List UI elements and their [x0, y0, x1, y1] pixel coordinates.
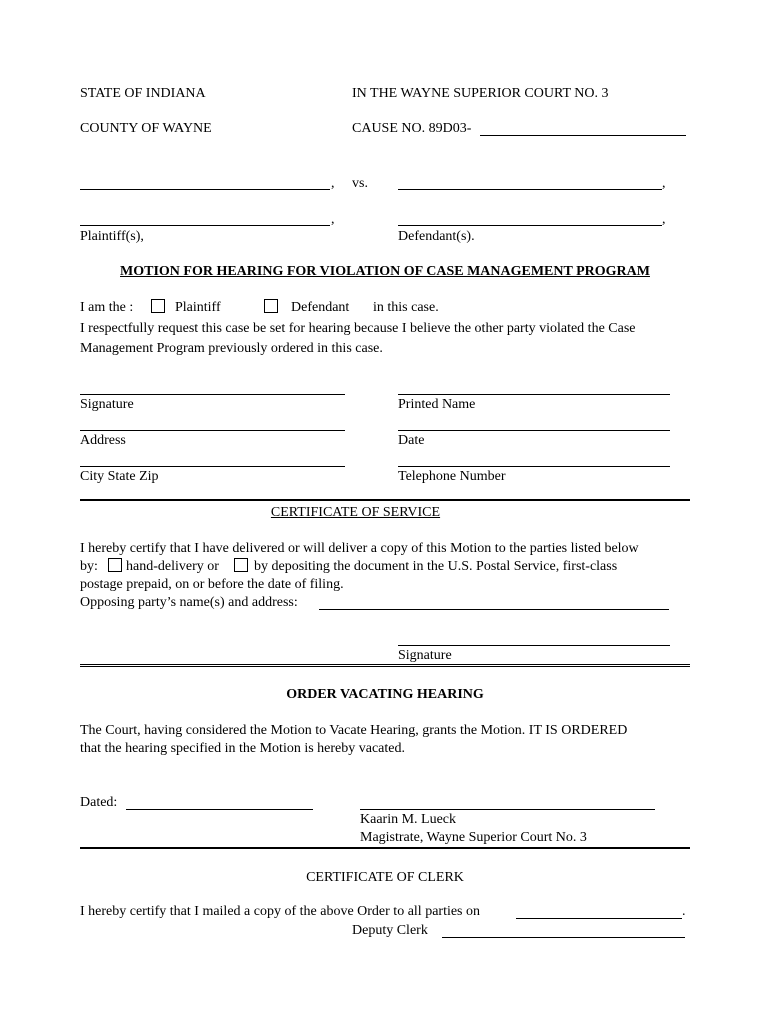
opposing-party-label: Opposing party’s name(s) and address:: [80, 595, 298, 610]
period: .: [682, 904, 686, 919]
printed-name-label: Printed Name: [398, 397, 476, 412]
comma: ,: [662, 212, 666, 227]
service-text-line1: I hereby certify that I have delivered or will deliver a copy of this Motion to the parties listed below: [80, 541, 639, 556]
defendant-checkbox[interactable]: [264, 299, 278, 313]
state-label: STATE OF INDIANA: [80, 86, 206, 101]
order-text-line2: that the hearing specified in the Motion is hereby vacated.: [80, 741, 406, 756]
county-label: COUNTY OF WAYNE: [80, 121, 212, 136]
magistrate-title: Magistrate, Wayne Superior Court No. 3: [360, 830, 587, 845]
plaintiff-option-label: Plaintiff: [175, 300, 221, 315]
comma: ,: [331, 176, 335, 191]
i-am-the-label: I am the :: [80, 300, 134, 315]
service-by-label: by:: [80, 559, 98, 574]
cause-number-field[interactable]: [480, 120, 686, 136]
address-field[interactable]: [80, 416, 345, 431]
versus-label: vs.: [352, 176, 368, 191]
signature-field[interactable]: [80, 380, 345, 395]
defendant-option-label: Defendant: [291, 300, 350, 315]
in-this-case-label: in this case.: [373, 300, 439, 315]
hand-delivery-checkbox[interactable]: [108, 558, 122, 572]
comma: ,: [662, 176, 666, 191]
certificate-of-service-title: CERTIFICATE OF SERVICE: [270, 505, 441, 520]
plaintiff-name-field-2[interactable]: [80, 210, 330, 226]
dated-label: Dated:: [80, 795, 118, 810]
order-title: ORDER VACATING HEARING: [286, 687, 484, 702]
defendants-label: Defendant(s).: [398, 229, 475, 244]
request-text-line2: Management Program previously ordered in this case.: [80, 341, 383, 356]
section-divider: [80, 847, 690, 849]
plaintiffs-label: Plaintiff(s),: [80, 229, 144, 244]
motion-title: MOTION FOR HEARING FOR VIOLATION OF CASE MANAGEMENT PROGRAM: [120, 264, 650, 279]
clerk-date-field[interactable]: [516, 903, 682, 919]
comma: ,: [331, 212, 335, 227]
city-state-zip-label: City State Zip: [80, 469, 159, 484]
cause-number-label: CAUSE NO. 89D03-: [352, 121, 472, 136]
section-divider: [80, 664, 690, 667]
date-field[interactable]: [398, 416, 670, 431]
clerk-certify-text: I hereby certify that I mailed a copy of the above Order to all parties on: [80, 904, 481, 919]
magistrate-name: Kaarin M. Lueck: [360, 812, 457, 827]
service-signature-label: Signature: [398, 648, 452, 663]
court-label: IN THE WAYNE SUPERIOR COURT NO. 3: [352, 86, 609, 101]
postal-service-label: by depositing the document in the U.S. Postal Service, first-class: [254, 559, 618, 574]
deputy-clerk-signature-field[interactable]: [442, 922, 685, 938]
hand-delivery-label: hand-delivery or: [126, 559, 219, 574]
defendant-name-field-2[interactable]: [398, 210, 662, 226]
order-text-line1: The Court, having considered the Motion to Vacate Hearing, grants the Motion. IT IS ORDERED: [80, 723, 628, 738]
deputy-clerk-label: Deputy Clerk: [352, 923, 428, 938]
magistrate-signature-field[interactable]: [360, 794, 655, 810]
address-label: Address: [80, 433, 126, 448]
date-label: Date: [398, 433, 425, 448]
telephone-field[interactable]: [398, 452, 670, 467]
printed-name-field[interactable]: [398, 380, 670, 395]
city-state-zip-field[interactable]: [80, 452, 345, 467]
telephone-label: Telephone Number: [398, 469, 506, 484]
certificate-of-clerk-title: CERTIFICATE OF CLERK: [306, 870, 464, 885]
service-signature-field[interactable]: [398, 631, 670, 646]
section-divider: [80, 499, 690, 501]
plaintiff-checkbox[interactable]: [151, 299, 165, 313]
signature-label: Signature: [80, 397, 134, 412]
service-text-line3: postage prepaid, on or before the date of filing.: [80, 577, 344, 592]
plaintiff-name-field-1[interactable]: [80, 174, 330, 190]
postal-service-checkbox[interactable]: [234, 558, 248, 572]
request-text-line1: I respectfully request this case be set for hearing because I believe the other party violated the Case: [80, 321, 636, 336]
dated-field[interactable]: [126, 794, 313, 810]
defendant-name-field-1[interactable]: [398, 174, 662, 190]
opposing-party-field[interactable]: [319, 594, 669, 610]
